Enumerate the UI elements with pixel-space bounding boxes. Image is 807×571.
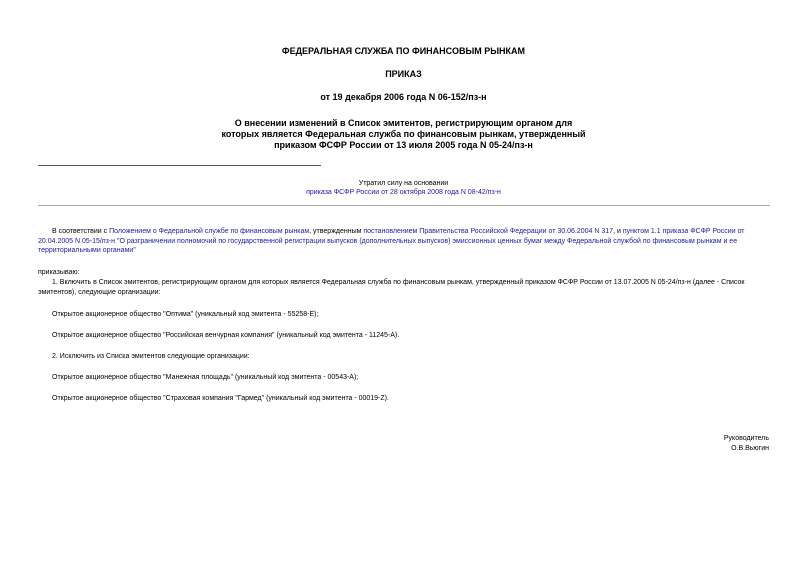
intro-text: , утвержденным (309, 228, 364, 235)
point-2: 2. Исключить из Списка эмитентов следующие организации: (52, 353, 250, 360)
point-1: 1. Включить в Список эмитентов, регистрирующим органом для которых является Федеральная служба по финансовым рынкам, утвержденный приказом ФСФР России от 13.07.2005 N 05-24/пз-н (далее - Список эмитентов), следующие организации: (38, 279, 745, 296)
intro-text: , и (613, 228, 623, 235)
exclude-org-item: Открытое акционерное общество "Манежная площадь" (уникальный код эмитента - 00543-А); (52, 374, 359, 381)
divider (38, 205, 770, 206)
government-decree-link[interactable]: постановлением Правительства Российской Федерации от 30.06.2004 N 317 (363, 228, 614, 235)
agency-name: ФЕДЕРАЛЬНАЯ СЛУЖБА ПО ФИНАНСОВЫМ РЫНКАМ (281, 46, 526, 56)
document-date: от 19 декабря 2006 года N 06-152/пз-н (320, 92, 487, 102)
include-org-item: Открытое акционерное общество "Российская венчурная компания" (уникальный код эмитента - 11245-А). (52, 332, 400, 339)
fsfr-order-link[interactable]: пунктом 1.1 приказа ФСФР России от 20.04.2005 N 05-15/пз-н "О разграничении полномочий по государственной регистрации выпусков (дополнительных выпусков) эмиссионных ценных бумаг между Федеральной службой по финансовым рынкам и ее территориальными органами" (38, 228, 745, 254)
exclude-org-item: Открытое акционерное общество "Страховая компания "Гармед" (уникальный код эмитента - 00019-Z). (52, 395, 389, 402)
regulation-link[interactable]: Положением о Федеральной службе по финансовым рынкам (109, 228, 310, 235)
include-org-item: Открытое акционерное общество "Оптима" (уникальный код эмитента - 55258-Е); (52, 311, 319, 318)
title-line: приказом ФСФР России от 13 июля 2005 года N 05-24/пз-н (274, 140, 533, 150)
divider (38, 165, 321, 166)
repeal-order-link[interactable]: приказа ФСФР России от 28 октября 2008 года N 08-42/пз-н (306, 189, 501, 196)
signature-name: О.В.Вьюгин (731, 445, 769, 452)
intro-paragraph (38, 227, 770, 256)
status-label: Утратил силу на основании (358, 180, 449, 187)
title-line: О внесении изменений в Список эмитентов, регистрирующим органом для (234, 118, 573, 128)
document-type: ПРИКАЗ (385, 69, 422, 79)
intro-text: В соответствии с (52, 228, 110, 235)
document-title (0, 118, 807, 151)
orders-word: приказываю: (38, 269, 80, 276)
title-line: которых является Федеральная служба по финансовым рынкам, утвержденный (221, 129, 586, 139)
signature-role: Руководитель (723, 435, 769, 442)
